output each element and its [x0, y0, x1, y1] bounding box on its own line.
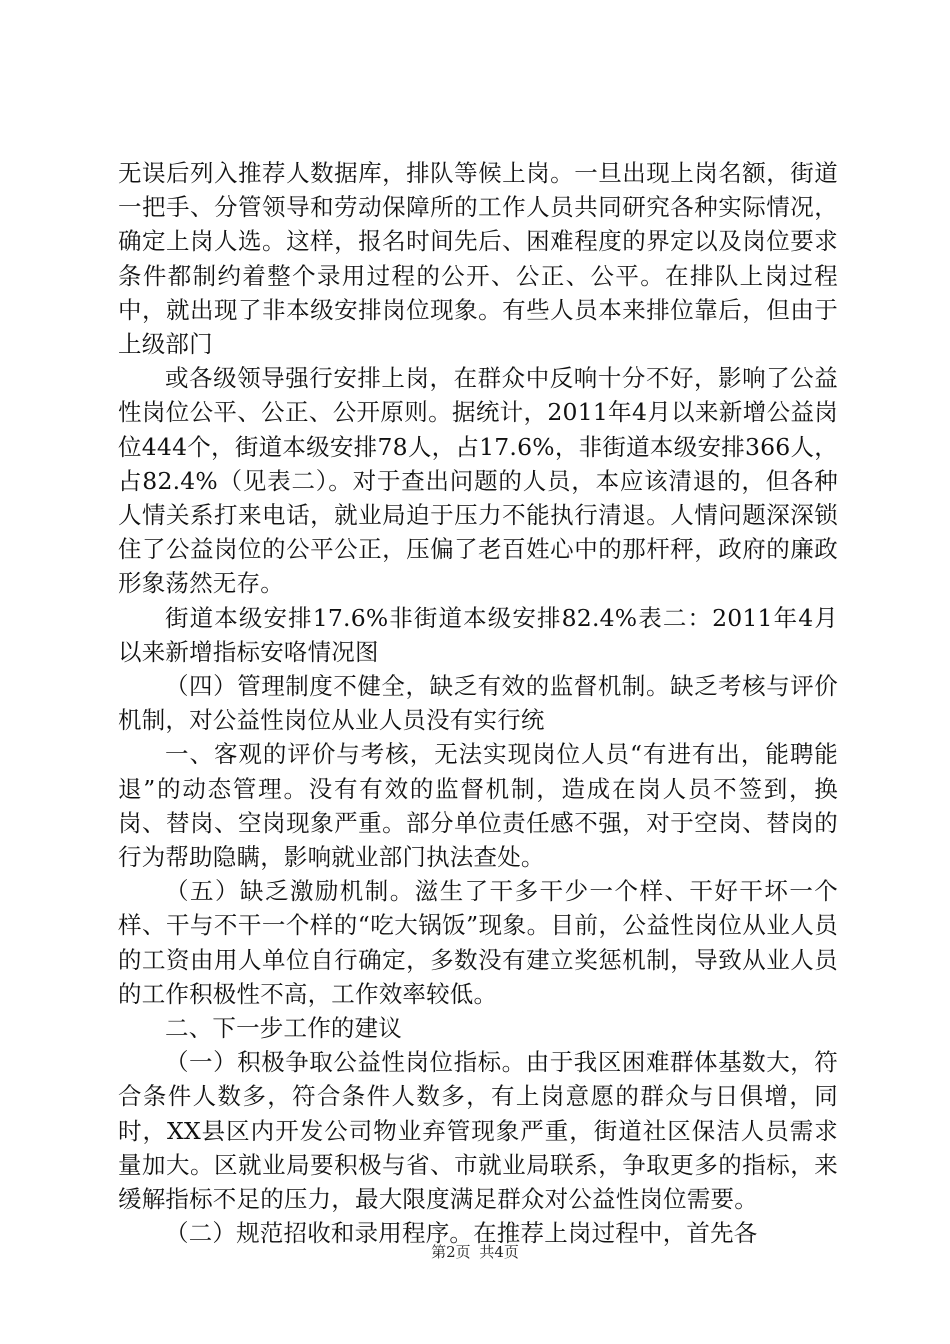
paragraph-1: 无误后列入推荐人数据库，排队等候上岗。一旦出现上岗名额，街道一把手、分管领导和劳动保障所的工作人员共同研究各种实际情况，确定上岗人选。这样，报名时间先后、困难程度的界定以及岗位要求条件都制约着整个录用过程的公开、公正、公平。在排队上岗过程中，就出现了非本级安排岗位现象。有些人员本来排位靠后，但由于上级部门: [118, 159, 838, 359]
paragraph-8: （一）积极争取公益性岗位指标。由于我区困难群体基数大，符合条件人数多，符合条件人数多，有上岗意愿的群众与日俱增，同时，XX县区内开发公司物业弃管现象严重，街道社区保洁人员需求量加大。区就业局要积极与省、市就业局联系，争取更多的指标，来缓解指标不足的压力，最大限度满足群众对公益性岗位需要。: [118, 1048, 838, 1214]
paragraph-9: （二）规范招收和录用程序。在推荐上岗过程中，首先各: [165, 1219, 758, 1248]
paragraph-2: 或各级领导强行安排上岗，在群众中反响十分不好，影响了公益性岗位公平、公正、公开原则。据统计，2011年4月以来新增公益岗位444个，街道本级安排78人，占17.6%，非街道本级安排366人，占82.4%（见表二）。对于查出问题的人员，本应该清退的，但各种人情关系打来电话，就业局迫于压力不能执行清退。人情问题深深锁住了公益岗位的公平公正，压偏了老百姓心中的那杆秤，政府的廉政形象荡然无存。: [118, 364, 838, 598]
page-footer: [0, 1241, 950, 1262]
paragraph-3: 街道本级安排17.6%非街道本级安排82.4%表二：2011年4月以来新增指标安咯情况图: [118, 603, 838, 666]
section-heading: 二、下一步工作的建议: [165, 1014, 402, 1043]
page-total: 共4页: [479, 1243, 519, 1261]
document-body: [118, 156, 838, 1251]
paragraph-5: 一、客观的评价与考核，无法实现岗位人员“有进有出，能聘能退”的动态管理。没有有效的监督机制，造成在岗人员不签到，换岗、替岗、空岗现象严重。部分单位责任感不强，对于空岗、替岗的行为帮助隐瞒，影响就业部门执法查处。: [118, 740, 838, 872]
page-number: 第2页: [431, 1243, 471, 1261]
paragraph-4: （四）管理制度不健全，缺乏有效的监督机制。缺乏考核与评价机制，对公益性岗位从业人员没有实行统: [118, 672, 838, 735]
paragraph-6: （五）缺乏激励机制。滋生了干多干少一个样、干好干坏一个样、干与不干一个样的“吃大锅饭”现象。目前，公益性岗位从业人员的工资由用人单位自行确定，多数没有建立奖惩机制，导致从业人员的工作积极性不高，工作效率较低。: [118, 877, 838, 1008]
